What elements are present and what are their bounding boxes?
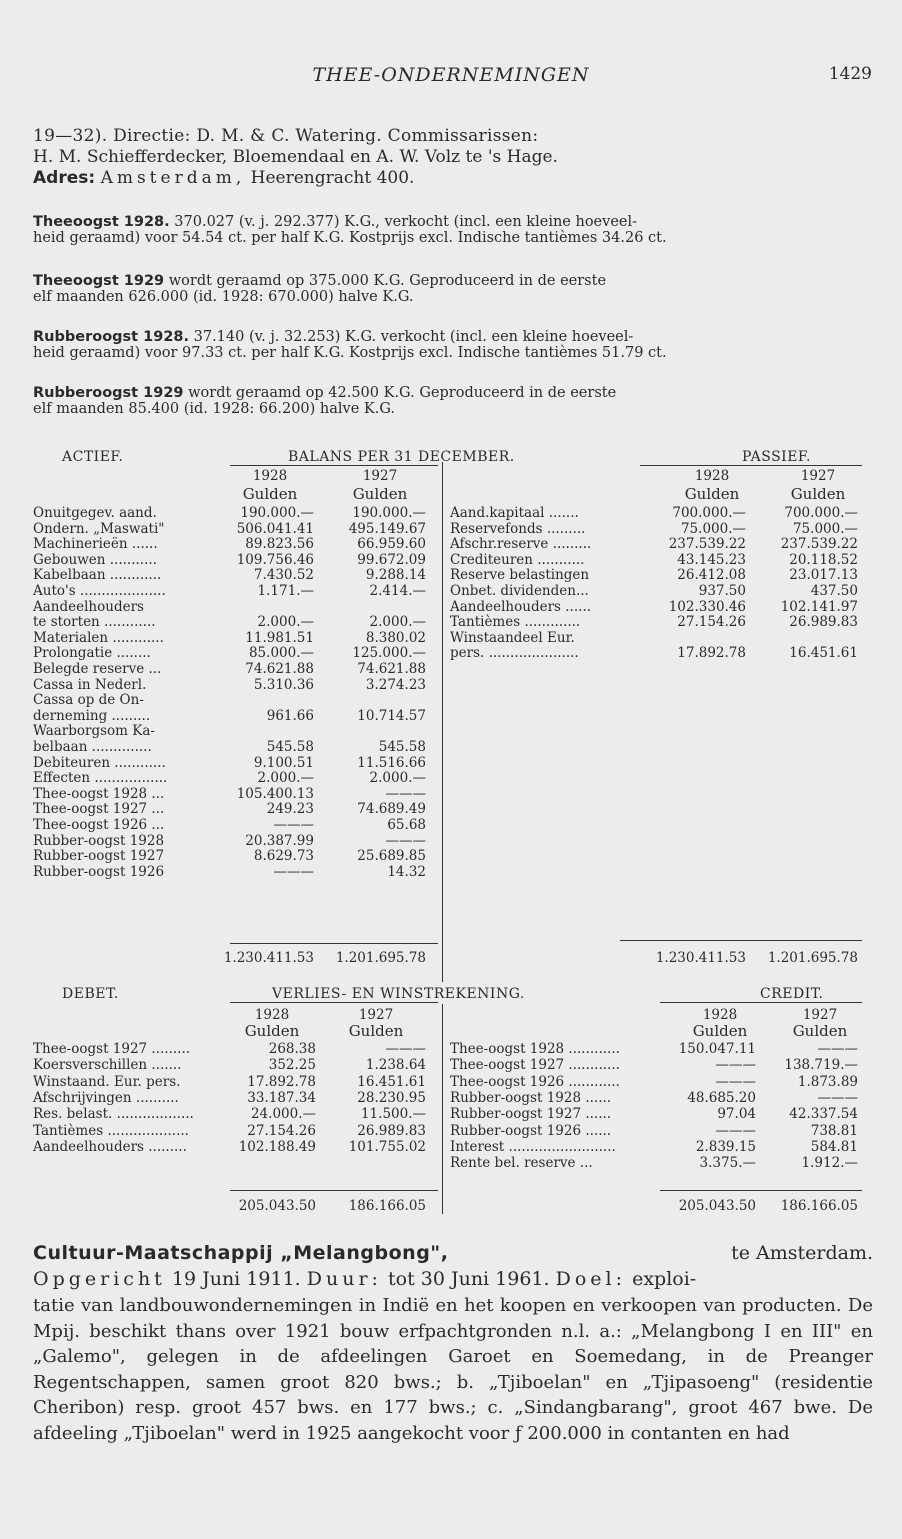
value-cell: 97.04: [717, 1106, 756, 1123]
row-label: Tantièmes .............: [450, 614, 581, 631]
value-cell: 102.141.97: [780, 598, 858, 615]
row-label: Reserve belastingen: [450, 567, 590, 584]
value-cell: ———: [273, 817, 314, 833]
value-cell: 99.672.09: [357, 551, 426, 568]
value-cell: 23.017.13: [789, 567, 858, 584]
value-cell: 700.000.—: [672, 505, 746, 521]
row-label: Cassa in Nederl.: [33, 676, 147, 693]
value-cell: 11.500.—: [360, 1106, 426, 1123]
value-cell: 102.330.46: [668, 598, 746, 615]
harvest-text: 37.140 (v. j. 32.253) K.G. verkocht (incl. een kleine hoeveel-: [193, 329, 634, 345]
total-value: 1.201.695.78: [335, 950, 426, 966]
value-cell: 16.451.61: [357, 1073, 426, 1090]
value-cell: 89.823.56: [245, 536, 314, 553]
value-cell: 28.230.95: [357, 1089, 426, 1106]
row-label: Thee-oogst 1928 ...: [33, 785, 165, 802]
value-cell: 9.100.51: [253, 754, 314, 771]
row-label: Aandeelhouders .........: [33, 1138, 187, 1155]
value-cell: 17.892.78: [677, 645, 746, 662]
unit-label: Gulden: [242, 485, 298, 503]
harvest-label: Theeoogst 1928.: [33, 214, 170, 230]
running-header: THEE-ONDERNEMINGEN: [312, 64, 590, 86]
company-name: Cultuur-Maatschappij „Melangbong",: [33, 1242, 449, 1264]
value-cell: 26.989.83: [789, 614, 858, 631]
value-cell: ———: [817, 1089, 858, 1106]
value-cell: 74.689.49: [357, 801, 426, 818]
value-cell: 25.689.85: [357, 848, 426, 865]
header-rule: [640, 465, 862, 466]
value-cell: 495.149.67: [348, 520, 426, 537]
unit-label: Gulden: [790, 485, 846, 503]
total-rule: [230, 1190, 438, 1191]
value-cell: 700.000.—: [784, 505, 858, 521]
value-cell: ———: [273, 863, 314, 880]
value-cell: 237.539.22: [780, 536, 858, 553]
total-value: 1.201.695.78: [767, 950, 858, 966]
value-cell: 9.288.14: [365, 567, 426, 584]
header-rule: [230, 1002, 438, 1003]
value-cell: 42.337.54: [789, 1106, 858, 1123]
row-label: Debiteuren ............: [33, 754, 166, 771]
harvest-text: heid geraamd) voor 97.33 ct. per half K.G. Kostprijs excl. Indische tantièmes 51.79 ct.: [33, 345, 667, 361]
value-cell: 48.685.20: [687, 1089, 756, 1106]
value-cell: 506.041.41: [236, 520, 314, 537]
row-label: Onuitgegev. aand.: [33, 505, 157, 521]
value-cell: 75.000.—: [680, 520, 746, 537]
year-label: 1928: [252, 468, 288, 484]
unit-label: Gulden: [352, 485, 408, 503]
column-divider: [442, 1004, 443, 1214]
row-label: Thee-oogst 1926 ...: [33, 817, 165, 833]
total-rule: [620, 940, 862, 941]
total-value: 1.230.411.53: [223, 950, 314, 966]
total-rule: [660, 1190, 862, 1191]
row-label: Winstaand. Eur. pers.: [33, 1073, 181, 1090]
value-cell: 249.23: [266, 801, 314, 818]
total-value: 1.230.411.53: [655, 950, 746, 966]
company-facts-line: [33, 1267, 873, 1292]
row-label: Tantièmes ...................: [33, 1122, 189, 1139]
value-cell: ———: [715, 1073, 756, 1090]
unit-label: Gulden: [792, 1022, 848, 1040]
value-cell: 190.000.—: [352, 505, 426, 521]
harvest-text: elf maanden 85.400 (id. 1928: 66.200) halve K.G.: [33, 401, 396, 417]
value-cell: 1.238.64: [365, 1057, 426, 1074]
row-label: Rubber-oogst 1926: [33, 863, 165, 880]
directie-line: 19—32). Directie: D. M. & C. Watering. Commissarissen:: [33, 126, 539, 146]
value-cell: 102.188.49: [238, 1138, 316, 1155]
value-cell: 961.66: [266, 707, 314, 724]
row-label: te storten ............: [33, 614, 156, 631]
value-cell: 20.118.52: [789, 551, 858, 568]
value-cell: 125.000.—: [352, 645, 426, 662]
value-cell: 2.839.15: [695, 1138, 756, 1155]
total-value: 186.166.05: [348, 1198, 426, 1214]
harvest-text: wordt geraamd op 375.000 K.G. Geproduceerd in de eerste: [168, 273, 607, 289]
row-label: Aand.kapitaal .......: [450, 505, 579, 521]
value-cell: 75.000.—: [792, 520, 858, 537]
value-cell: 14.32: [387, 863, 426, 880]
row-label: belbaan ..............: [33, 739, 152, 755]
adres-label: Adres:: [33, 168, 96, 188]
value-cell: 437.50: [810, 583, 858, 599]
row-label: Res. belast. ..................: [33, 1106, 194, 1123]
adres-city: Amsterdam,: [100, 168, 246, 188]
value-cell: 11.516.66: [357, 754, 426, 771]
harvest-label: Rubberoogst 1928.: [33, 329, 190, 345]
row-label: Rubber-oogst 1927: [33, 848, 165, 865]
header-rule: [230, 465, 438, 466]
row-label: Ondern. „Maswati": [33, 520, 165, 537]
value-cell: 1.873.89: [797, 1073, 858, 1090]
balans-heading: BALANS PER 31 DECEMBER.: [288, 449, 515, 465]
value-cell: 584.81: [810, 1138, 858, 1155]
row-label: Thee-oogst 1927 ...: [33, 801, 165, 818]
credit-heading: CREDIT.: [760, 986, 824, 1002]
harvest-text: 370.027 (v. j. 292.377) K.G., verkocht (incl. een kleine hoeveel-: [174, 214, 638, 230]
row-label: Interest .........................: [450, 1138, 616, 1155]
doel-value: exploi-: [632, 1268, 697, 1290]
value-cell: 24.000.—: [250, 1106, 316, 1123]
value-cell: 268.38: [268, 1041, 316, 1057]
duur-value: tot 30 Juni 1961.: [388, 1268, 550, 1290]
value-cell: 738.81: [810, 1122, 858, 1139]
value-cell: 352.25: [268, 1057, 316, 1074]
harvest-label: Theeoogst 1929: [33, 273, 165, 289]
value-cell: 20.387.99: [245, 832, 314, 849]
value-cell: 27.154.26: [247, 1122, 316, 1139]
value-cell: 65.68: [387, 817, 426, 833]
value-cell: 5.310.36: [253, 676, 314, 693]
harvest-paragraph: [33, 329, 873, 361]
value-cell: 150.047.11: [678, 1041, 756, 1057]
company-location: te Amsterdam.: [731, 1242, 873, 1264]
row-label: Thee-oogst 1928 ............: [450, 1041, 620, 1057]
value-cell: 33.187.34: [247, 1089, 316, 1106]
value-cell: ———: [715, 1122, 756, 1139]
value-cell: 138.719.—: [784, 1057, 858, 1074]
verlies-winst-heading: VERLIES- EN WINSTREKENING.: [272, 986, 525, 1002]
value-cell: ———: [715, 1057, 756, 1074]
year-label: 1928: [694, 468, 730, 484]
harvest-paragraph: [33, 385, 873, 417]
passief-heading: PASSIEF.: [742, 449, 811, 465]
row-label: Rubber-oogst 1927 ......: [450, 1106, 612, 1123]
row-label: Thee-oogst 1926 ............: [450, 1073, 620, 1090]
value-cell: 3.274.23: [365, 676, 426, 693]
unit-label: Gulden: [244, 1022, 300, 1040]
year-label: 1927: [800, 468, 836, 484]
value-cell: 7.430.52: [253, 567, 314, 584]
value-cell: 11.981.51: [245, 629, 314, 646]
year-label: 1928: [702, 1007, 738, 1023]
value-cell: 8.380.02: [365, 629, 426, 646]
row-label: Onbet. dividenden...: [450, 583, 589, 599]
row-label: Prolongatie ........: [33, 645, 151, 662]
year-label: 1927: [358, 1007, 394, 1023]
value-cell: 101.755.02: [348, 1138, 426, 1155]
row-label: Aandeelhouders ......: [450, 598, 591, 615]
row-label: Rubber-oogst 1928 ......: [450, 1089, 612, 1106]
harvest-label: Rubberoogst 1929: [33, 385, 184, 401]
row-label: Rente bel. reserve ...: [450, 1155, 593, 1172]
value-cell: 26.989.83: [357, 1122, 426, 1139]
row-label: Auto's ....................: [33, 583, 166, 599]
unit-label: Gulden: [348, 1022, 404, 1040]
harvest-text: heid geraamd) voor 54.54 ct. per half K.G. Kostprijs excl. Indische tantièmes 34.26 ct.: [33, 230, 667, 246]
value-cell: 105.400.13: [236, 785, 314, 802]
value-cell: 1.171.—: [257, 583, 314, 599]
header-rule: [660, 1002, 862, 1003]
row-label: pers. .....................: [450, 645, 579, 662]
value-cell: 8.629.73: [253, 848, 314, 865]
debet-heading: DEBET.: [62, 986, 119, 1002]
value-cell: ———: [817, 1041, 858, 1057]
row-label: Rubber-oogst 1928: [33, 832, 165, 849]
opgericht-label: Opgericht: [33, 1268, 166, 1290]
unit-label: Gulden: [692, 1022, 748, 1040]
row-label: Thee-oogst 1927 .........: [33, 1041, 191, 1057]
year-label: 1927: [802, 1007, 838, 1023]
value-cell: 27.154.26: [677, 614, 746, 631]
row-label: Afschr.reserve .........: [450, 536, 592, 553]
row-label: Koersverschillen .......: [33, 1057, 182, 1074]
value-cell: 3.375.—: [699, 1155, 756, 1172]
row-label: Waarborgsom Ka-: [33, 723, 155, 740]
value-cell: 937.50: [698, 583, 746, 599]
row-label: Aandeelhouders: [33, 598, 144, 615]
adres-line: [33, 168, 873, 189]
value-cell: 17.892.78: [247, 1073, 316, 1090]
total-rule: [230, 943, 438, 944]
row-label: Machinerieën ......: [33, 536, 158, 553]
value-cell: 2.000.—: [369, 770, 426, 787]
value-cell: 545.58: [266, 739, 314, 755]
page-number: 1429: [828, 64, 872, 84]
value-cell: 66.959.60: [357, 536, 426, 553]
value-cell: 85.000.—: [248, 645, 314, 662]
year-label: 1928: [254, 1007, 290, 1023]
total-value: 205.043.50: [678, 1198, 756, 1214]
harvest-text: wordt geraamd op 42.500 K.G. Geproduceerd in de eerste: [188, 385, 617, 401]
row-label: Rubber-oogst 1926 ......: [450, 1122, 612, 1139]
doel-label: Doel:: [555, 1268, 627, 1290]
value-cell: 2.000.—: [369, 614, 426, 631]
value-cell: ———: [385, 832, 426, 849]
row-label: Afschrijvingen ..........: [33, 1089, 179, 1106]
year-label: 1927: [362, 468, 398, 484]
row-label: Winstaandeel Eur.: [450, 629, 575, 646]
row-label: Thee-oogst 1927 ............: [450, 1057, 620, 1074]
value-cell: 2.000.—: [257, 770, 314, 787]
actief-heading: ACTIEF.: [62, 449, 124, 465]
opgericht-value: 19 Juni 1911.: [171, 1268, 301, 1290]
row-label: Effecten .................: [33, 770, 168, 787]
harvest-paragraph: [33, 214, 873, 246]
value-cell: 109.756.46: [236, 551, 314, 568]
total-value: 186.166.05: [780, 1198, 858, 1214]
value-cell: 74.621.88: [245, 661, 314, 677]
company-title-line: [33, 1241, 873, 1266]
value-cell: 43.145.23: [677, 551, 746, 568]
value-cell: ———: [385, 1041, 426, 1057]
company-description: tatie van landbouwondernemingen in Indië en het koopen en verkoopen van producten. De Mpij. beschikt thans over 1921 bouw erfpachtgronden n.l. a.: „Melangbong I en III" en „Galemo", gelegen in de afdeelingen Garoet en Soemedang, in de Preanger Regentschappen, samen groot 820 bws.; b. „Tjiboelan" en „Tjipasoeng" (residentie Cheribon) resp. groot 457 bws. en 177 bws.; c. „Sindangbarang", groot 467 bwe. De afdeeling „Tjiboelan" werd in 1925 aangekocht voor ƒ 200.000 in contanten en had: [33, 1295, 873, 1444]
value-cell: 26.412.08: [677, 567, 746, 584]
value-cell: 237.539.22: [668, 536, 746, 553]
value-cell: 1.912.—: [801, 1155, 858, 1172]
value-cell: 10.714.57: [357, 707, 426, 724]
commissarissen-line: H. M. Schiefferdecker, Bloemendaal en A. W. Volz te 's Hage.: [33, 147, 558, 167]
total-value: 205.043.50: [238, 1198, 316, 1214]
row-label: Reservefonds .........: [450, 520, 586, 537]
value-cell: 74.621.88: [357, 661, 426, 677]
duur-label: Duur:: [306, 1268, 382, 1290]
harvest-text: elf maanden 626.000 (id. 1928: 670.000) halve K.G.: [33, 289, 414, 305]
value-cell: 2.000.—: [257, 614, 314, 631]
row-label: Materialen ............: [33, 629, 164, 646]
harvest-paragraph: [33, 273, 873, 305]
column-divider: [442, 462, 443, 982]
row-label: derneming .........: [33, 707, 151, 724]
value-cell: 16.451.61: [789, 645, 858, 662]
value-cell: ———: [385, 785, 426, 802]
adres-street: Heerengracht 400.: [250, 168, 415, 188]
row-label: Crediteuren ...........: [450, 551, 585, 568]
row-label: Kabelbaan ............: [33, 567, 162, 584]
value-cell: 2.414.—: [369, 583, 426, 599]
row-label: Belegde reserve ...: [33, 661, 162, 677]
value-cell: 545.58: [378, 739, 426, 755]
value-cell: 190.000.—: [240, 505, 314, 521]
unit-label: Gulden: [684, 485, 740, 503]
row-label: Gebouwen ...........: [33, 551, 157, 568]
row-label: Cassa op de On-: [33, 692, 144, 709]
